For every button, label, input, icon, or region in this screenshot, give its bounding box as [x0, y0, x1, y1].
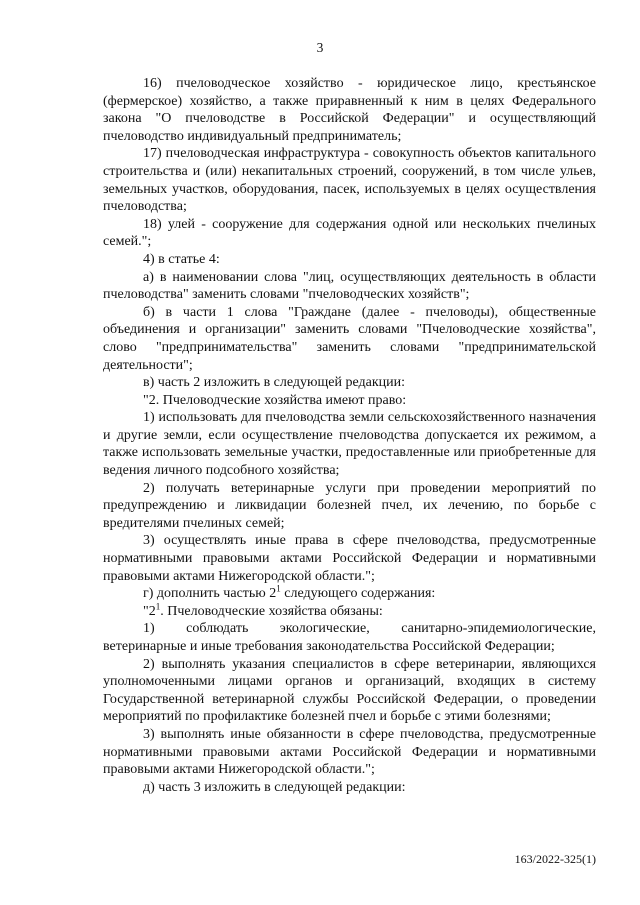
paragraph-subitem-a: а) в наименовании слова "лиц, осуществляющих деятельность в области пчеловодства" заменить словами "пчеловодческих хозяйств"; — [103, 269, 596, 303]
paragraph-article-4-heading: 4) в статье 4: — [143, 251, 220, 267]
paragraph-item-16: 16) пчеловодческое хозяйство - юридическое лицо, крестьянское (фермерское) хозяйство, а также приравненный к ним в целях Федерального закона "О пчеловодстве в Российской Федерации" и осуществляющий пчеловодство индивидуальный предприниматель; — [103, 76, 596, 144]
paragraph-subitem-b: б) в части 1 слова "Граждане (далее - пчеловоды), общественные объединения и организации" заменить словами "Пчеловодческие хозяйства", слово "предпринимательства" заменить словами "предпринимательской деятельности"; — [103, 304, 596, 373]
paragraph-subitem-d: д) часть 3 изложить в следующей редакции: — [143, 779, 406, 795]
document-code: 163/2022-325(1) — [514, 852, 596, 866]
document-body — [103, 75, 596, 796]
paragraph-right-3: 3) осуществлять иные права в сфере пчеловодства, предусмотренные нормативными правовыми актами Российской Федерации и нормативными правовыми актами Нижегородской области."; — [103, 533, 596, 584]
paragraph-duty-3: 3) выполнять иные обязанности в сфере пчеловодства, предусмотренные нормативными правовыми актами Российской Федерации и нормативными правовыми актами Нижегородской области."; — [103, 726, 596, 778]
paragraph-item-18: 18) улей - сооружение для содержания одной или нескольких пчелиных семей."; — [103, 216, 596, 250]
paragraph-subitem-g: г) дополнить частью $2^1$ следующего содержания: — [143, 583, 436, 602]
paragraph-part-2-1-heading: "$2^1$. Пчеловодческие хозяйства обязаны: — [143, 601, 383, 619]
paragraph-duty-1: 1) соблюдать экологические, санитарно-эпидемиологические, ветеринарные и иные требования законодательства Российской Федерации; — [103, 621, 596, 654]
paragraph-part-2-heading: "2. Пчеловодческие хозяйства имеют право: — [143, 392, 407, 408]
paragraph-subitem-v: в) часть 2 изложить в следующей редакции: — [143, 375, 406, 391]
paragraph-item-17: 17) пчеловодческая инфраструктура - совокупность объектов капитального строительства и (или) некапитальных строений, сооружений, в том числе ульев, земельных участков, оборудования, пасек, используемых в целях осуществления пчеловодства; — [103, 146, 596, 215]
paragraph-right-2: 2) получать ветеринарные услуги при проведении мероприятий по предупреждению и ликвидации болезней пчел, их лечению, по борьбе с вредителями пчелиных семей; — [103, 480, 596, 531]
paragraph-right-1: 1) использовать для пчеловодства земли сельскохозяйственного назначения и другие земли, если осуществление пчеловодства допускается их режимом, а также использовать земельные участки, предоставленные или приобретенные для ведения личного подсобного хозяйства; — [103, 410, 596, 479]
paragraph-duty-2: 2) выполнять указания специалистов в сфере ветеринарии, являющихся уполномоченными лицами органов и организаций, входящих в систему Государственной ветеринарной службы Российской Федерации, о проведении мероприятий по профилактике болезней пчел и борьбе с этими болезнями; — [103, 656, 596, 725]
page-number: 3 — [316, 40, 324, 55]
